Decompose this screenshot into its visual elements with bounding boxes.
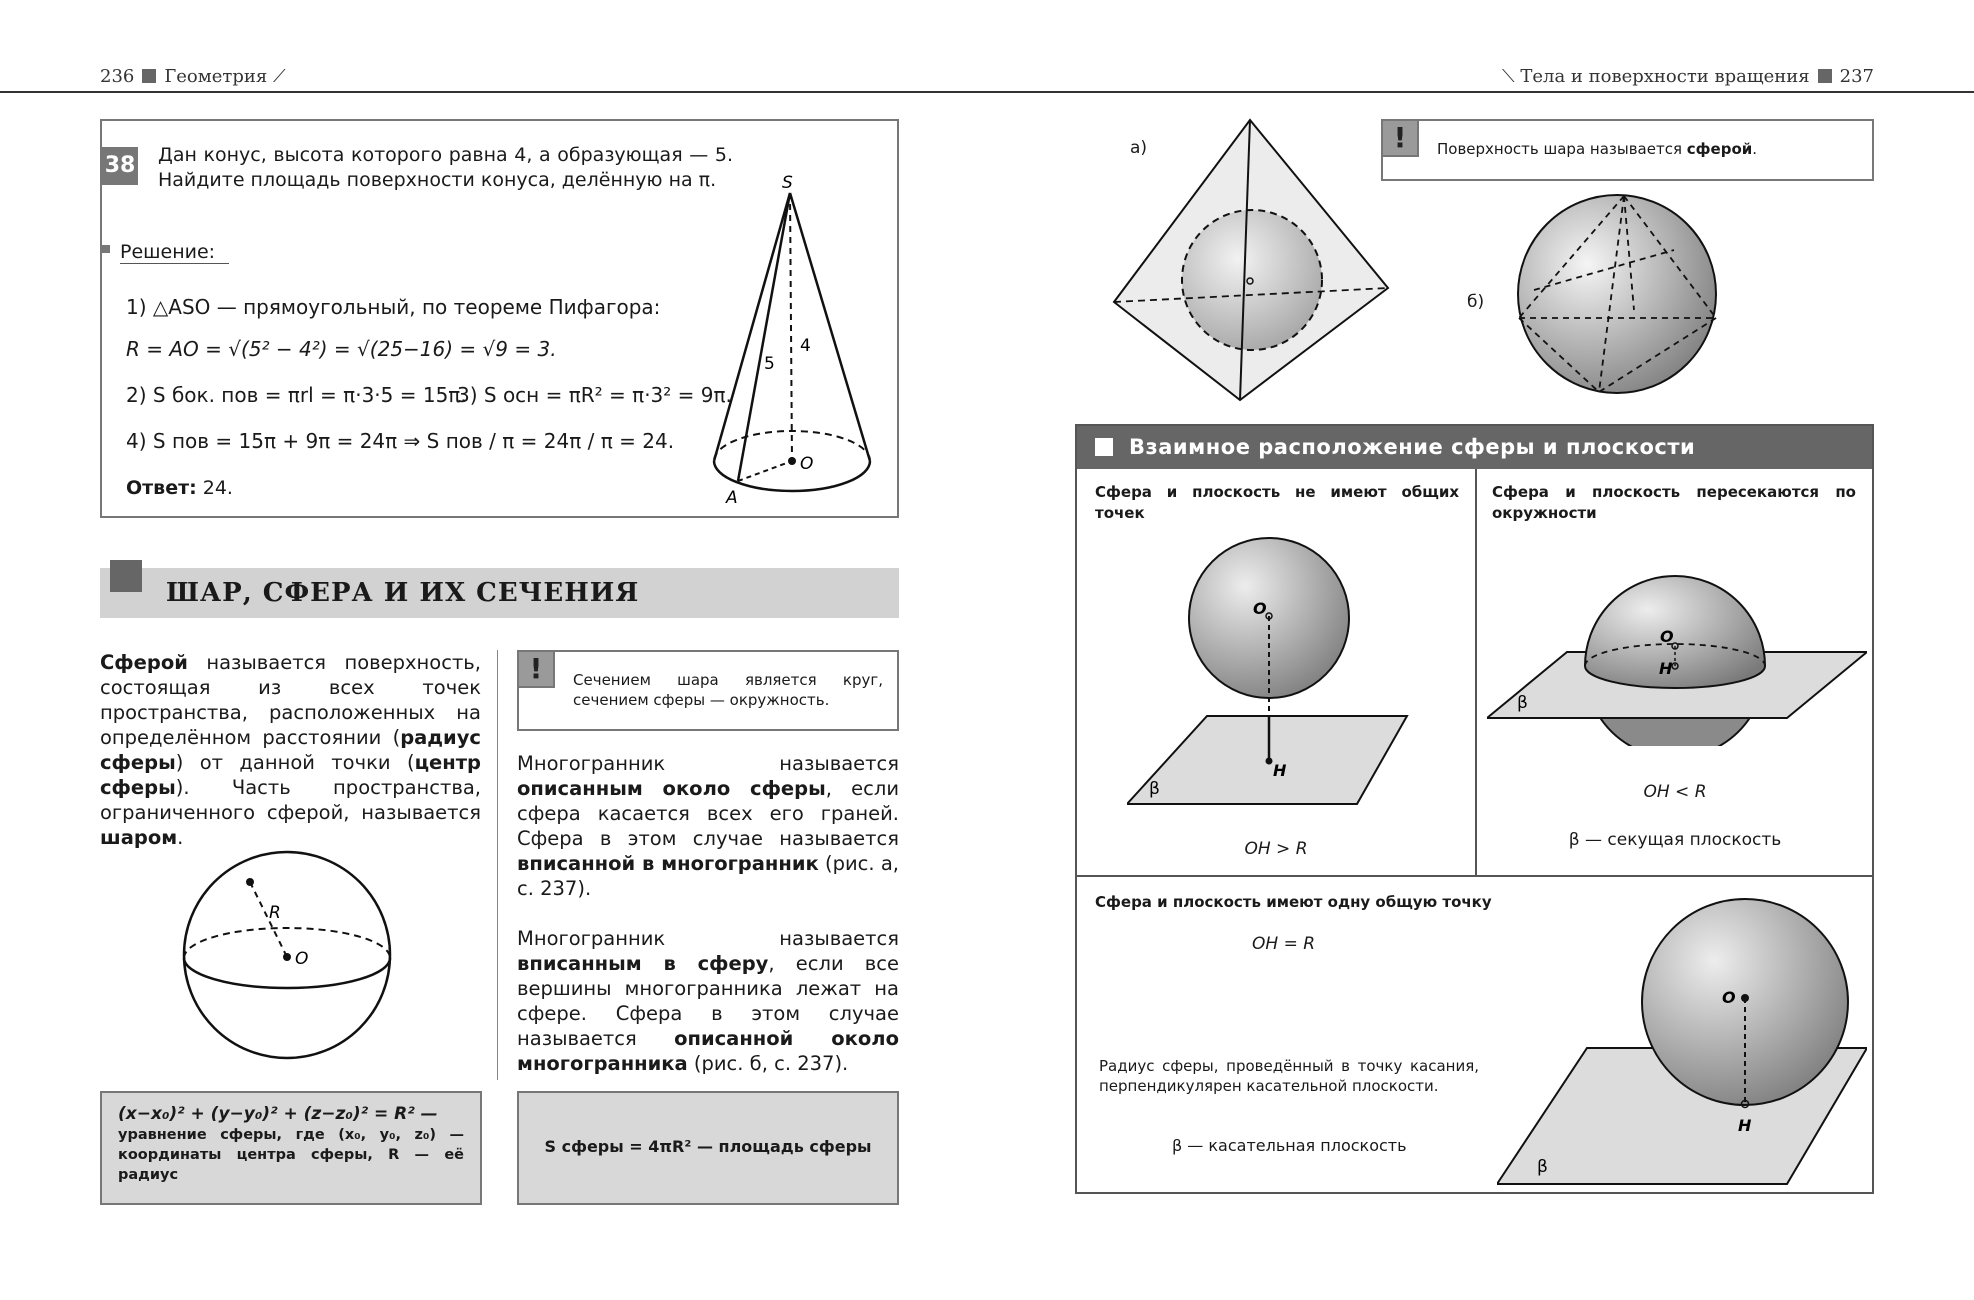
inscribed-paragraph xyxy=(517,926,899,1076)
def-term-sphere: Сферой xyxy=(100,651,188,674)
cell3-label-beta: β xyxy=(1537,1157,1548,1177)
sphere-label-r: R xyxy=(269,903,281,923)
sphere-note-text xyxy=(1437,139,1757,159)
problem-box xyxy=(100,119,899,518)
compass-icon: ⟍ xyxy=(1502,66,1515,87)
def-text-1: называется поверхность, состоящая из всех точек пространства, расположенных на определённом расстоянии ( xyxy=(100,651,481,749)
cone-figure xyxy=(702,141,892,511)
cone-label-a: A xyxy=(726,488,738,508)
cell1-figure xyxy=(1127,536,1417,806)
poly1-term-circumscribed: описанным около сферы xyxy=(517,777,826,800)
cell2-relation: OH < R xyxy=(1643,782,1707,802)
cell2-label-beta: β xyxy=(1517,693,1528,713)
poly2-term-inscribed: вписанным в сферу xyxy=(517,952,769,975)
solution-step-1: 1) △ASO — прямоугольный, по теореме Пифагора: xyxy=(126,295,661,319)
right-page-number: 237 xyxy=(1839,66,1874,87)
def-text-3: ). Часть пространства, ограниченного сферой, называется xyxy=(100,776,481,824)
cell2-title: Сфера и плоскость пересекаются по окружности xyxy=(1492,483,1856,522)
cell3-text: Радиус сферы, проведённый в точку касания, перпендикулярен касательной плоскости. xyxy=(1099,1057,1479,1095)
exclamation-icon: ! xyxy=(1383,121,1419,157)
sphere-equation-desc: уравнение сферы, где (x₀, y₀, z₀) — координаты центра сферы, R — её радиус xyxy=(118,1127,464,1183)
left-page-number: 236 xyxy=(100,66,135,87)
sphere-note-main: Поверхность шара называется xyxy=(1437,140,1687,158)
section-note-text: Сечением шара является круг, сечением сферы — окружность. xyxy=(573,671,883,709)
column-divider xyxy=(497,650,498,1080)
sphere-note-end: . xyxy=(1752,140,1758,158)
def-term-center: центр сферы xyxy=(100,751,481,799)
answer-value: 24. xyxy=(202,477,233,499)
left-header-title: Геометрия xyxy=(164,66,268,87)
cell3-label-h: H xyxy=(1738,1116,1752,1135)
table-title-bar xyxy=(1077,426,1872,469)
def-text-4: . xyxy=(177,826,184,849)
solution-step-3: 3) S осн = πR² = π·3² = 9π. xyxy=(457,383,732,407)
cell3-label-o: O xyxy=(1722,988,1736,1007)
answer xyxy=(126,477,233,499)
table-square-icon xyxy=(1095,438,1113,456)
cell1-relation: OH > R xyxy=(1244,839,1308,859)
poly2-text-c: , если все вершины многогранника лежат на сфере. Сфера в этом случае называется xyxy=(517,952,899,1050)
table-horizontal-rule xyxy=(1077,875,1872,877)
def-text-2: ) от данной точки ( xyxy=(175,751,415,774)
sphere-area-box xyxy=(517,1091,899,1205)
cell1-label-o: O xyxy=(1253,599,1267,618)
sphere-note-box xyxy=(1381,119,1874,181)
poly1-text-a: Многогранник называется xyxy=(517,752,899,775)
poly1-text-e: (рис. а, с. 237). xyxy=(517,852,899,900)
poly1-term-inscribed: вписанной в многогранник xyxy=(517,852,819,875)
solution-label: Решение: xyxy=(120,241,229,264)
solution-step-4: 4) S пов = 15π + 9π = 24π ⇒ S пов / π = 24π / π = 24. xyxy=(126,429,675,453)
sphere-note-term: сферой xyxy=(1686,140,1753,158)
header-rule xyxy=(0,91,1974,93)
header-square-icon xyxy=(1818,69,1832,83)
def-term-radius: радиус сферы xyxy=(100,726,481,774)
sphere-equation-box xyxy=(100,1091,482,1205)
cell1-label-h: H xyxy=(1273,761,1287,780)
sphere-label-o: O xyxy=(295,949,309,969)
sphere-definition xyxy=(100,650,481,850)
cell3-title: Сфера и плоскость имеют одну общую точку xyxy=(1095,893,1492,911)
section-title: ШАР, СФЕРА И ИХ СЕЧЕНИЯ xyxy=(166,578,640,608)
answer-label: Ответ: xyxy=(126,477,197,499)
section-note-box xyxy=(517,650,899,731)
figure-label-b: б) xyxy=(1467,292,1485,312)
cell2-figure xyxy=(1487,566,1867,746)
polyhedron-in-sphere-figure xyxy=(1514,190,1724,400)
table-title: Взаимное расположение сферы и плоскости xyxy=(1129,435,1696,459)
cone-label-o: O xyxy=(800,454,814,474)
cell1-title: Сфера и плоскость не имеют общих точек xyxy=(1095,483,1459,522)
solution-step-1-formula: R = AO = √(5² − 4²) = √(25−16) = √9 = 3. xyxy=(126,337,557,361)
poly2-text-e: (рис. б, с. 237). xyxy=(687,1052,849,1075)
def-term-ball: шаром xyxy=(100,826,178,849)
right-header-title: Тела и поверхности вращения xyxy=(1520,66,1810,87)
circumscribed-paragraph xyxy=(517,751,899,901)
cell1-label-beta: β xyxy=(1149,779,1160,799)
cell3-figure xyxy=(1497,890,1867,1190)
poly2-text-a: Многогранник называется xyxy=(517,927,899,950)
cell2-note: β — секущая плоскость xyxy=(1568,830,1782,850)
figure-label-a: а) xyxy=(1130,138,1148,158)
sphere-equation-formula: (x−x₀)² + (y−y₀)² + (z−z₀)² = R² — xyxy=(118,1104,438,1124)
sphere-plane-table xyxy=(1075,424,1874,1194)
cell3-note: β — касательная плоскость xyxy=(1172,1136,1407,1155)
cell2-label-o: O xyxy=(1660,627,1674,646)
exclamation-icon: ! xyxy=(519,652,555,688)
header-square-icon xyxy=(142,69,156,83)
sphere-radius-figure xyxy=(170,840,410,1070)
right-header xyxy=(1502,66,1874,87)
sphere-area-text: S сферы = 4πR² — площадь сферы xyxy=(544,1137,872,1156)
compass-icon: ⟋ xyxy=(273,66,286,87)
solution-bullet xyxy=(102,245,110,253)
cone-label-4: 4 xyxy=(800,336,811,356)
cone-label-s: S xyxy=(782,173,793,193)
problem-statement: Дан конус, высота которого равна 4, а образующая — 5. Найдите площадь поверхности конуса, делённую на π. xyxy=(158,144,733,191)
cell2-label-h: H xyxy=(1659,659,1673,678)
cone-label-5: 5 xyxy=(764,354,775,374)
cell3-relation: OH = R xyxy=(1252,934,1316,954)
solution-step-2: 2) S бок. пов = πrl = π·3·5 = 15π. xyxy=(126,383,467,407)
problem-number: 38 xyxy=(102,147,138,185)
poly1-text-c: , если сфера касается всех его граней. Сфера в этом случае называется xyxy=(517,777,899,850)
section-square-icon xyxy=(110,560,142,592)
table-vertical-rule xyxy=(1475,469,1477,875)
poly2-term-circumscribed: описанной около многогранника xyxy=(517,1027,899,1075)
tetrahedron-inscribed-sphere-figure xyxy=(1110,116,1400,406)
left-header xyxy=(100,66,286,87)
